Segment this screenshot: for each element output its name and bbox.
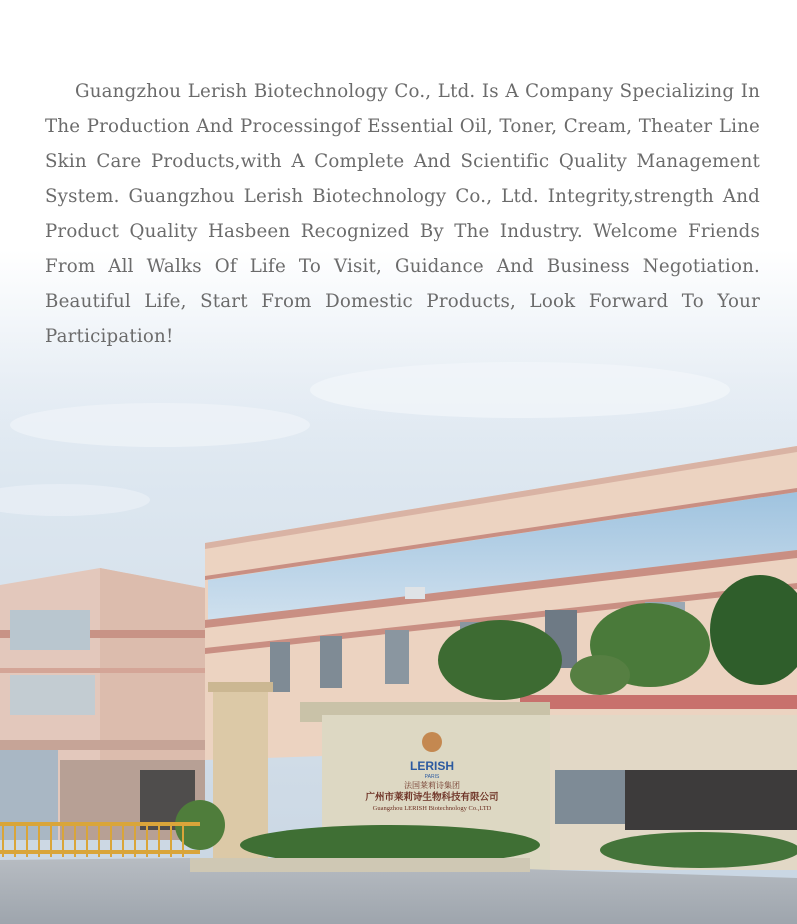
cloud	[310, 362, 730, 418]
sign-company-en: Guangzhou LERISH Biotechnology Co.,LTD	[372, 805, 492, 812]
company-intro-paragraph: Guangzhou Lerish Biotechnology Co., Ltd. Is A Company Specializing In The Production And Processingof Essential Oil, Toner, Cream, Theater Line Skin Care Products,with A Complete And Scientific Quality Management System. Guangzhou Lerish Biotechnology Co., Ltd. Integrity,strength And Product Quality Hasbeen Recognized By The Industry. Welcome Friends From All Walks Of Life To Visit, Guidance And Business Negotiation. Beautiful Life, Start From Domestic Products, Look Forward To Your Participation!	[45, 81, 760, 347]
factory-photo	[0, 330, 797, 924]
sign-logo: LERISH	[409, 759, 455, 773]
sign-logo-sub: PARIS	[424, 774, 440, 780]
left-building	[0, 568, 205, 840]
sign-group-cn: 法国莱莉诗集团	[404, 781, 460, 790]
cloud	[10, 403, 310, 447]
factory-photo-illustration	[0, 330, 797, 924]
sign-company-cn: 广州市莱莉诗生物科技有限公司	[365, 792, 499, 803]
